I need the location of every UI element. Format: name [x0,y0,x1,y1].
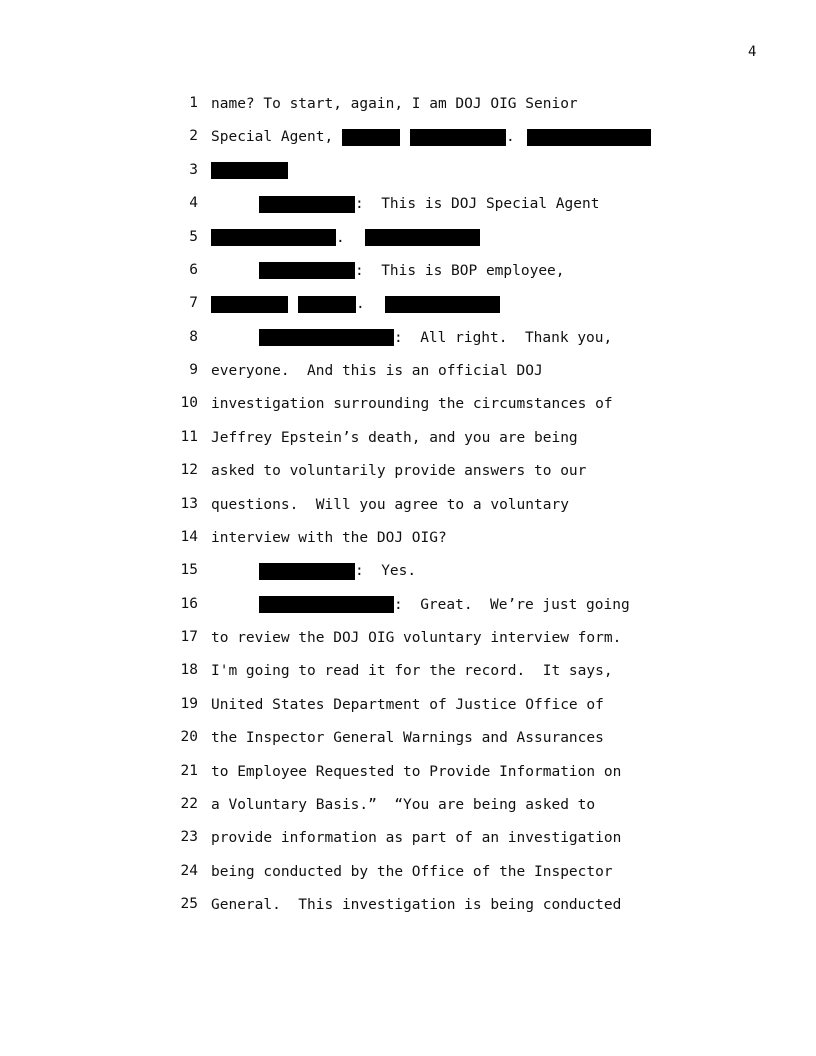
transcript [0,88,816,922]
line-number: 23 [180,829,198,846]
transcript-line [0,88,816,121]
redaction-block [365,229,480,246]
line-text [259,596,630,614]
transcript-line [0,822,816,855]
transcript-line [0,722,816,755]
transcript-line [0,188,816,221]
line-text [259,262,565,280]
line-number: 9 [189,362,198,378]
line-text: interview with the DOJ OIG? [211,529,447,546]
line-number: 25 [180,896,198,912]
line-number: 18 [180,662,198,679]
line-number: 10 [180,395,198,412]
line-text-segment: Special Agent, [211,129,342,146]
redaction-block [298,296,356,313]
redaction-block [259,329,394,346]
line-number: 21 [180,762,198,779]
line-number: 5 [189,228,198,245]
line-number: 4 [189,195,198,212]
line-number: 24 [180,862,198,879]
line-number: 16 [180,595,198,612]
line-text-segment: . [505,129,515,146]
redaction-block [410,129,506,146]
transcript-line [0,388,816,421]
redaction-block [211,229,336,246]
line-text: the Inspector General Warnings and Assurances [211,730,604,747]
transcript-line [0,288,816,321]
transcript-line [0,622,816,655]
transcript-line [0,422,816,455]
transcript-line [0,555,816,588]
transcript-line [0,255,816,288]
line-text-segment: : All right. Thank you, [394,329,613,346]
redaction-block [342,129,400,146]
line-text: investigation surrounding the circumstances of [211,396,613,413]
line-text-segment: . [356,296,365,313]
line-text: everyone. And this is an official DOJ [211,363,543,379]
line-number: 12 [180,462,198,479]
line-number: 15 [180,562,198,579]
line-number: 8 [189,328,198,345]
line-text-segment: : This is DOJ Special Agent [355,196,600,213]
line-number: 3 [189,161,198,178]
redaction-block [259,596,394,613]
page-number: 4 [748,44,757,60]
line-text: General. This investigation is being conducted [211,897,622,913]
transcript-line [0,155,816,188]
line-text: United States Department of Justice Office of [211,696,604,713]
transcript-line [0,455,816,488]
line-text [211,295,500,313]
line-text: to Employee Requested to Provide Information on [211,763,622,780]
redaction-block [259,196,355,213]
line-number: 11 [180,428,198,445]
line-text: Jeffrey Epstein’s death, and you are being [211,429,578,446]
transcript-line [0,222,816,255]
line-text [211,162,288,180]
redaction-block [211,296,288,313]
transcript-line [0,856,816,889]
transcript-line [0,489,816,522]
line-text [211,128,651,146]
transcript-line [0,655,816,688]
line-text: a Voluntary Basis.” “You are being asked to [211,796,596,813]
line-number: 13 [180,495,198,512]
line-number: 1 [189,95,198,111]
transcript-line [0,889,816,922]
transcript-line [0,322,816,355]
line-text-segment: : Great. We’re just going [394,596,630,613]
line-text: being conducted by the Office of the Inspector [211,863,613,880]
redaction-block [259,563,355,580]
line-text [259,562,416,580]
line-text: name? To start, again, I am DOJ OIG Senior [211,96,578,112]
line-text: I'm going to read it for the record. It says, [211,663,613,680]
line-text: provide information as part of an investigation [211,830,622,847]
line-number: 2 [189,128,198,145]
line-text [211,229,480,247]
line-text-segment: : Yes. [355,563,417,580]
line-text: questions. Will you agree to a voluntary [211,496,569,513]
line-number: 14 [180,528,198,545]
line-text: asked to voluntarily provide answers to our [211,463,587,480]
line-number: 6 [189,261,198,278]
transcript-line [0,522,816,555]
transcript-line [0,589,816,622]
line-number: 19 [180,695,198,712]
transcript-line [0,355,816,388]
line-text-segment: . [336,229,345,246]
line-text [259,195,599,213]
transcript-line [0,689,816,722]
redaction-block [259,262,355,279]
line-number: 20 [180,729,198,746]
line-text [259,329,612,347]
redaction-block [385,296,500,313]
transcript-line [0,121,816,154]
transcript-line [0,789,816,822]
line-text: to review the DOJ OIG voluntary interview form. [211,630,622,646]
redaction-block [527,129,651,146]
transcript-line [0,756,816,789]
line-number: 7 [189,295,198,312]
line-number: 22 [180,795,198,812]
redaction-block [211,162,288,179]
line-text-segment: : This is BOP employee, [355,262,565,279]
line-number: 17 [180,629,198,645]
